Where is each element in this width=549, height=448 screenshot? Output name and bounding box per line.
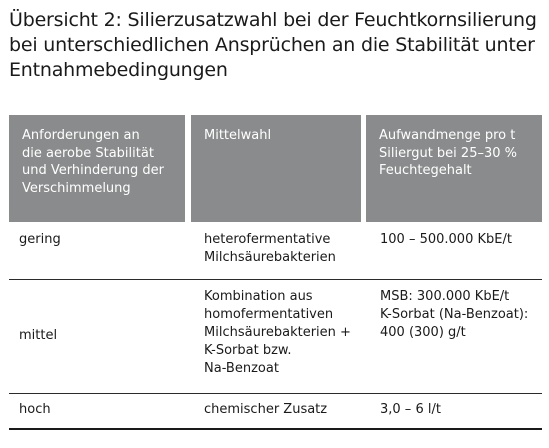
- choice-line: heterofermentative: [204, 232, 331, 247]
- header-requirement-line: Anforderungen an: [22, 128, 140, 143]
- requirement-cell: [19, 401, 195, 419]
- amount-line: 3,0 – 6 l/t: [380, 402, 441, 417]
- header-choice-line: Mittelwahl: [204, 128, 272, 143]
- requirement-value: mittel: [19, 328, 58, 343]
- requirement-value: gering: [19, 232, 61, 247]
- amount-line: 400 (300) g/t: [380, 325, 466, 340]
- title-line-1: Übersicht 2: Silierzusatzwahl bei der Feuchtkornsilierung: [9, 9, 537, 31]
- header-amount: [366, 115, 542, 222]
- requirement-cell: [19, 327, 195, 345]
- choice-line: Kombination aus: [204, 289, 313, 304]
- table-row: [9, 222, 542, 280]
- choice-line: chemischer Zusatz: [204, 402, 328, 417]
- choice-cell: [204, 401, 374, 419]
- title-line-3: Entnahmebedingungen: [9, 59, 228, 81]
- amount-line: MSB: 300.000 KbE/t: [380, 289, 510, 304]
- table-row: [9, 394, 542, 430]
- header-amount-line: Siliergut bei 25–30 %: [379, 145, 517, 161]
- requirement-cell: [19, 231, 195, 249]
- amount-cell: [380, 288, 549, 342]
- header-requirement-line: die aerobe Stabilität: [22, 145, 154, 161]
- additive-table: [9, 115, 542, 430]
- choice-line: Na-Benzoat: [204, 361, 279, 376]
- choice-line: Milchsäurebakterien: [204, 250, 336, 265]
- header-requirement-line: Verschimmelung: [22, 180, 131, 196]
- requirement-value: hoch: [19, 402, 51, 417]
- choice-cell: [204, 231, 374, 267]
- table-header-row: [9, 115, 542, 222]
- title-line-2: bei unterschiedlichen Ansprüchen an die Stabilität unter: [9, 34, 535, 56]
- amount-cell: [380, 231, 549, 249]
- header-amount-line: Aufwandmenge pro t: [379, 128, 516, 143]
- amount-cell: [380, 401, 549, 419]
- page-title: [9, 8, 544, 83]
- choice-line: Milchsäurebakterien +: [204, 325, 351, 340]
- choice-cell: [204, 288, 374, 378]
- header-amount-line: Feuchtegehalt: [379, 163, 472, 178]
- header-requirement: [9, 115, 185, 222]
- choice-line: homofermentativen: [204, 307, 334, 322]
- choice-line: K-Sorbat bzw.: [204, 343, 292, 358]
- amount-line: K-Sorbat (Na-Benzoat):: [380, 307, 529, 322]
- amount-line: 100 – 500.000 KbE/t: [380, 232, 512, 247]
- header-requirement-line: und Verhinderung der: [22, 163, 165, 178]
- header-choice: [191, 115, 361, 222]
- table-row: [9, 280, 542, 394]
